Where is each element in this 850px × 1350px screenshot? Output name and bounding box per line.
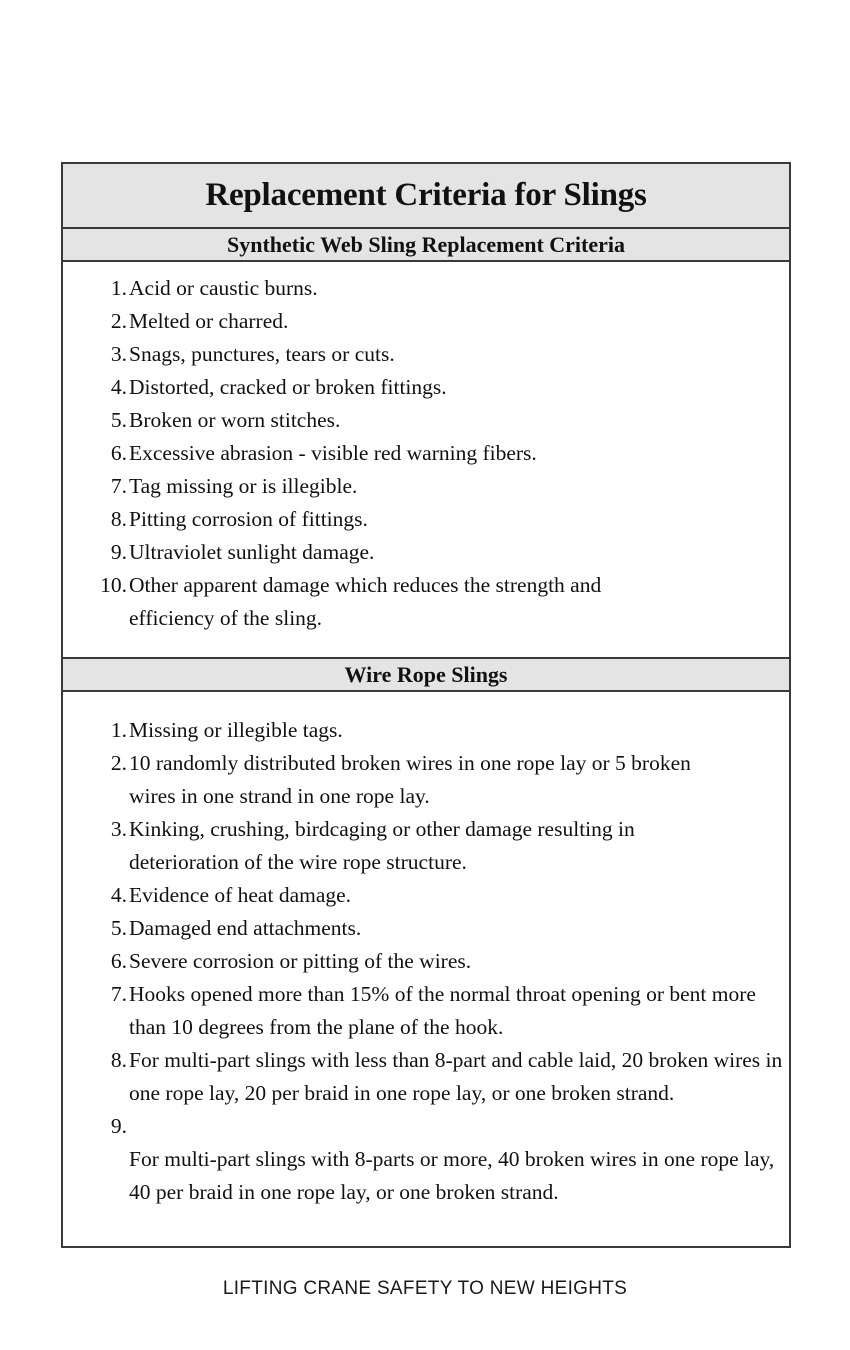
item-text: Snags, punctures, tears or cuts. bbox=[129, 342, 395, 366]
item-number: 5. bbox=[110, 916, 127, 940]
section-body-wire-rope bbox=[63, 692, 789, 1209]
page-title: Replacement Criteria for Slings bbox=[205, 177, 647, 213]
wire-rope-criteria-list bbox=[63, 714, 789, 1209]
footer-tagline: LIFTING CRANE SAFETY TO NEW HEIGHTS bbox=[222, 1278, 628, 1299]
item-text: Hooks opened more than 15% of the normal throat opening or bent more than 10 degrees from the plane of the hook. bbox=[129, 982, 756, 1039]
list-item bbox=[63, 536, 789, 569]
item-number: 9. bbox=[110, 1114, 127, 1138]
list-item bbox=[63, 879, 789, 912]
list-item bbox=[63, 371, 789, 404]
list-item bbox=[63, 569, 789, 635]
item-text: For multi-part slings with 8-parts or more, 40 broken wires in one rope lay, 40 per braid in one rope lay, or one broken strand. bbox=[129, 1147, 775, 1204]
item-number: 6. bbox=[110, 441, 127, 465]
item-number: 1. bbox=[110, 276, 127, 300]
synthetic-criteria-list bbox=[63, 272, 789, 635]
item-text: Damaged end attachments. bbox=[129, 916, 362, 940]
list-item bbox=[63, 714, 789, 747]
section-heading-wire-rope bbox=[63, 657, 789, 692]
list-item bbox=[63, 747, 789, 813]
item-number: 7. bbox=[110, 982, 127, 1006]
item-text: For multi-part slings with less than 8-part and cable laid, 20 broken wires in one rope lay, 20 per braid in one rope lay, or one broken strand. bbox=[129, 1048, 783, 1105]
item-number: 10. bbox=[100, 573, 127, 597]
item-number: 5. bbox=[110, 408, 127, 432]
item-number: 1. bbox=[110, 718, 127, 742]
replacement-criteria-card bbox=[61, 162, 791, 1248]
section-heading-synthetic bbox=[63, 229, 789, 262]
item-text: 10 randomly distributed broken wires in one rope lay or 5 broken wires in one strand in one rope lay. bbox=[129, 751, 691, 808]
list-item bbox=[63, 978, 789, 1044]
list-item bbox=[63, 503, 789, 536]
section-body-synthetic bbox=[63, 262, 789, 657]
list-item bbox=[63, 404, 789, 437]
item-text: Kinking, crushing, birdcaging or other damage resulting in deterioration of the wire rope structure. bbox=[129, 817, 635, 874]
item-text-wrap bbox=[129, 1110, 789, 1209]
list-item bbox=[63, 470, 789, 503]
item-text: Excessive abrasion - visible red warning fibers. bbox=[129, 441, 537, 465]
item-number: 9. bbox=[110, 540, 127, 564]
list-item bbox=[63, 305, 789, 338]
item-text: Pitting corrosion of fittings. bbox=[129, 507, 368, 531]
list-item bbox=[63, 945, 789, 978]
item-text: Distorted, cracked or broken fittings. bbox=[129, 375, 447, 399]
item-number: 4. bbox=[110, 883, 127, 907]
list-item bbox=[63, 272, 789, 305]
item-text: Acid or caustic burns. bbox=[129, 276, 318, 300]
list-item bbox=[63, 912, 789, 945]
item-number: 3. bbox=[110, 817, 127, 841]
list-item bbox=[63, 338, 789, 371]
item-text: Melted or charred. bbox=[129, 309, 289, 333]
item-number: 2. bbox=[110, 751, 127, 775]
item-text: Severe corrosion or pitting of the wires. bbox=[129, 949, 472, 973]
item-number: 2. bbox=[110, 309, 127, 333]
item-text: Broken or worn stitches. bbox=[129, 408, 341, 432]
item-number: 7. bbox=[110, 474, 127, 498]
item-text: Missing or illegible tags. bbox=[129, 718, 343, 742]
item-text: Tag missing or is illegible. bbox=[129, 474, 358, 498]
item-number: 8. bbox=[110, 507, 127, 531]
section-heading-text: Synthetic Web Sling Replacement Criteria bbox=[227, 231, 625, 257]
item-number: 6. bbox=[110, 949, 127, 973]
title-band bbox=[63, 164, 789, 229]
list-item bbox=[63, 1044, 789, 1110]
section-heading-text: Wire Rope Slings bbox=[344, 661, 508, 687]
item-number: 4. bbox=[110, 375, 127, 399]
item-number: 8. bbox=[110, 1048, 127, 1072]
list-item bbox=[63, 1110, 789, 1209]
item-text: Ultraviolet sunlight damage. bbox=[129, 540, 375, 564]
list-item bbox=[63, 437, 789, 470]
item-number: 3. bbox=[110, 342, 127, 366]
item-text: Other apparent damage which reduces the strength and efficiency of the sling. bbox=[129, 573, 602, 630]
list-item bbox=[63, 813, 789, 879]
item-text: Evidence of heat damage. bbox=[129, 883, 352, 907]
